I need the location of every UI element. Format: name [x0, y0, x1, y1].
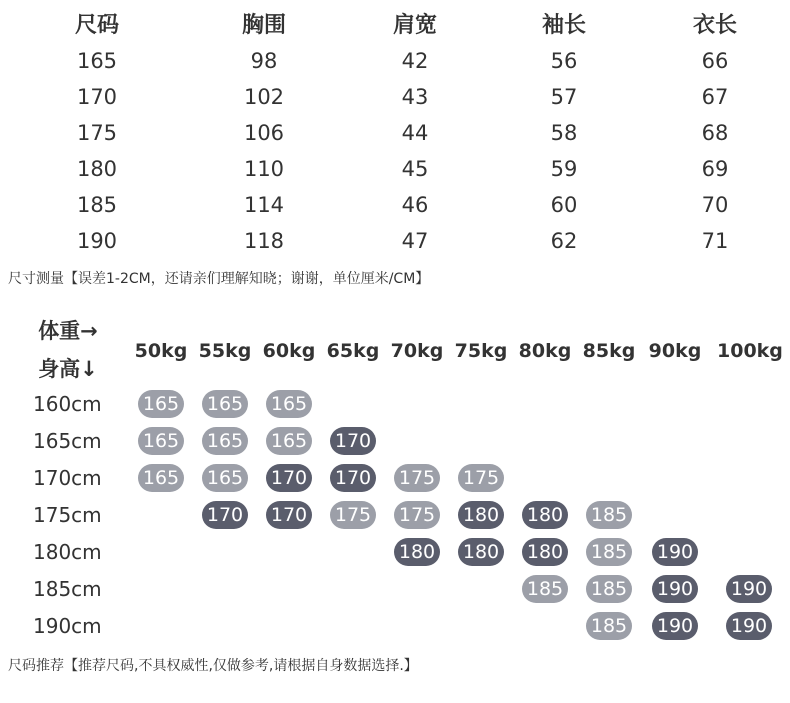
- size-recommendation-badge: 180: [522, 538, 568, 566]
- table-cell: 71: [701, 229, 729, 253]
- table-cell: 190: [76, 229, 118, 253]
- size-recommendation-badge: 165: [202, 464, 248, 492]
- weight-column-header: 55kg: [198, 340, 252, 362]
- table-cell: 165: [76, 49, 118, 73]
- weight-column-header: 85kg: [582, 340, 636, 362]
- table-cell: 110: [243, 157, 285, 181]
- table-row: [0, 151, 790, 187]
- weight-column-header: 60kg: [262, 340, 316, 362]
- size-recommendation-badge: 175: [458, 464, 504, 492]
- size-recommendation-badge: 170: [330, 464, 376, 492]
- table-row: [0, 187, 790, 223]
- header-shoulder: 肩宽: [392, 13, 437, 38]
- size-recommendation-badge: 170: [266, 464, 312, 492]
- table-cell: 114: [243, 193, 285, 217]
- size-recommendation-badge: 185: [522, 575, 568, 603]
- height-row-label: 175cm: [33, 503, 102, 527]
- weight-column-header: 50kg: [134, 340, 188, 362]
- size-recommendation-badge: 185: [586, 612, 632, 640]
- size-recommendation-badge: 175: [394, 464, 440, 492]
- table-cell: 42: [401, 49, 429, 73]
- table-cell: 68: [701, 121, 729, 145]
- height-row-label: 160cm: [33, 392, 102, 416]
- table-cell: 44: [401, 121, 429, 145]
- size-recommendation-badge: 165: [266, 390, 312, 418]
- weight-column-header: 65kg: [326, 340, 380, 362]
- size-recommendation-badge: 185: [586, 575, 632, 603]
- size-recommendation-badge: 175: [394, 501, 440, 529]
- height-axis-label: 身高↓: [38, 357, 98, 381]
- table-cell: 102: [243, 85, 285, 109]
- size-recommendation-badge: 165: [202, 427, 248, 455]
- weight-column-header: 80kg: [518, 340, 572, 362]
- table-cell: 98: [250, 49, 278, 73]
- table-row: [0, 43, 790, 79]
- size-recommendation-badge: 170: [266, 501, 312, 529]
- table-cell: 170: [76, 85, 118, 109]
- table-cell: 66: [701, 49, 729, 73]
- table-cell: 45: [401, 157, 429, 181]
- header-chest: 胸围: [241, 13, 286, 38]
- table-cell: 69: [701, 157, 729, 181]
- size-recommendation-grid: [0, 310, 790, 650]
- size-recommendation-badge: 180: [394, 538, 440, 566]
- weight-column-header: 75kg: [454, 340, 508, 362]
- table-cell: 62: [550, 229, 578, 253]
- size-chart-header-row: [0, 8, 790, 44]
- table-cell: 106: [243, 121, 285, 145]
- table-cell: 57: [550, 85, 578, 109]
- header-size: 尺码: [74, 13, 119, 38]
- size-recommendation-badge: 165: [138, 464, 184, 492]
- header-sleeve: 袖长: [541, 13, 586, 38]
- weight-column-header: 70kg: [390, 340, 444, 362]
- height-row-label: 190cm: [33, 614, 102, 638]
- table-cell: 180: [76, 157, 118, 181]
- size-recommendation-badge: 175: [330, 501, 376, 529]
- size-recommendation-badge: 190: [652, 612, 698, 640]
- recommendation-note: 尺码推荐【推荐尺码,不具权威性,仅做参考,请根据自身数据选择.】: [8, 658, 418, 674]
- table-cell: 46: [401, 193, 429, 217]
- table-cell: 67: [701, 85, 729, 109]
- table-cell: 59: [550, 157, 578, 181]
- size-recommendation-badge: 165: [138, 427, 184, 455]
- weight-column-header: 90kg: [648, 340, 702, 362]
- table-row: [0, 79, 790, 115]
- size-recommendation-badge: 185: [586, 538, 632, 566]
- size-recommendation-badge: 180: [458, 538, 504, 566]
- size-recommendation-badge: 170: [330, 427, 376, 455]
- size-recommendation-badge: 180: [458, 501, 504, 529]
- size-recommendation-badge: 190: [652, 575, 698, 603]
- height-row-label: 185cm: [33, 577, 102, 601]
- height-row-label: 165cm: [33, 429, 102, 453]
- size-recommendation-badge: 165: [266, 427, 312, 455]
- weight-axis-label: 体重→: [38, 319, 98, 343]
- size-recommendation-badge: 190: [726, 612, 772, 640]
- size-recommendation-badge: 190: [652, 538, 698, 566]
- table-cell: 43: [401, 85, 429, 109]
- table-row: [0, 115, 790, 151]
- table-row: [0, 223, 790, 259]
- height-row-label: 180cm: [33, 540, 102, 564]
- height-row-label: 170cm: [33, 466, 102, 490]
- weight-column-header: 100kg: [717, 340, 783, 362]
- size-recommendation-badge: 190: [726, 575, 772, 603]
- table-cell: 185: [76, 193, 118, 217]
- size-recommendation-badge: 165: [202, 390, 248, 418]
- header-length: 衣长: [692, 13, 737, 38]
- table-cell: 175: [76, 121, 118, 145]
- size-recommendation-badge: 170: [202, 501, 248, 529]
- table-cell: 47: [401, 229, 429, 253]
- size-recommendation-badge: 165: [138, 390, 184, 418]
- size-recommendation-badge: 180: [522, 501, 568, 529]
- table-cell: 118: [243, 229, 285, 253]
- table-cell: 70: [701, 193, 729, 217]
- table-cell: 58: [550, 121, 578, 145]
- size-recommendation-badge: 185: [586, 501, 632, 529]
- measurement-note: 尺寸测量【误差1-2CM，还请亲们理解知晓；谢谢，单位厘米/CM】: [8, 271, 430, 287]
- table-cell: 56: [550, 49, 578, 73]
- table-cell: 60: [550, 193, 578, 217]
